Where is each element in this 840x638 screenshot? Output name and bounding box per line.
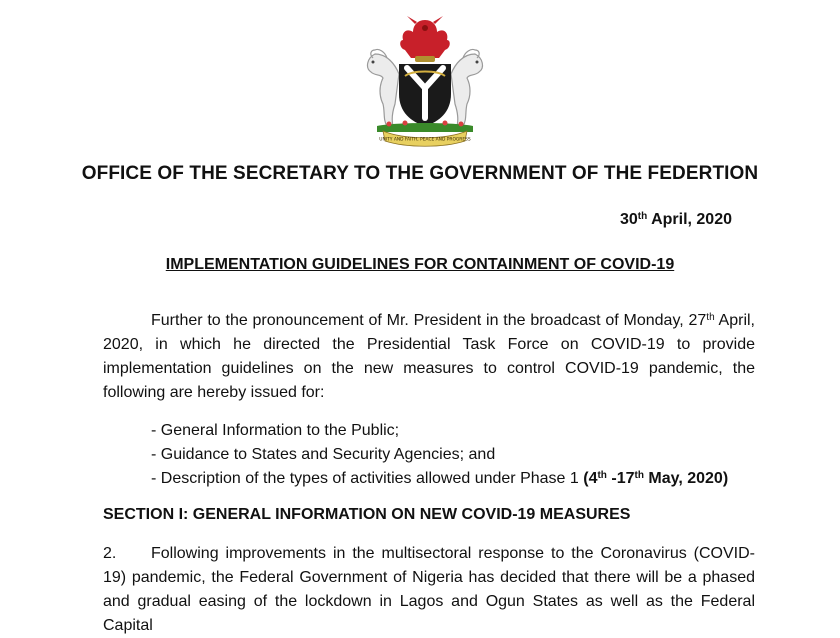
list-item: - General Information to the Public; [151, 422, 400, 439]
horse-right-icon [451, 49, 482, 126]
horse-left-icon [368, 49, 399, 126]
motto-banner [379, 131, 471, 146]
bullet-list [151, 419, 728, 491]
document-date: 30th April, 2020 [619, 211, 732, 228]
paragraph-2: 2. Following improvements in the multisectoral response to the Coronavirus (COVID-19) pandemic, the Federal Government of Nigeria has decided that there will be a phased and gradual easing of the lockdown in Lagos and Ogun States as well as the Federal Capital [103, 542, 755, 638]
intro-paragraph: Further to the pronouncement of Mr. President in the broadcast of Monday, 27th April, 2020, in which he directed the Presidential Task Force on COVID-19 to provide implementation guidelines on the new measures to control COVID-19 pandemic, the following are hereby issued for: [103, 312, 756, 401]
eagle-icon [400, 16, 450, 62]
coat-of-arms-icon [355, 14, 495, 149]
list-item: - Description of the types of activities allowed under Phase 1 (4th -17th May, 2020) [151, 470, 729, 487]
list-item: - Guidance to States and Security Agencies; and [151, 446, 496, 463]
paragraph-number: 2. [103, 545, 117, 562]
shield-icon [399, 64, 451, 126]
office-heading: OFFICE OF THE SECRETARY TO THE GOVERNMENT OF THE FEDERTION [81, 163, 759, 184]
svg-text:UNITY AND FAITH, PEACE AND PRO: UNITY AND FAITH, PEACE AND PROGRESS [379, 137, 471, 143]
document-title: IMPLEMENTATION GUIDELINES FOR CONTAINMENT OF COVID-19 [165, 256, 675, 273]
section-heading: SECTION I: GENERAL INFORMATION ON NEW COVID-19 MEASURES [103, 506, 631, 523]
